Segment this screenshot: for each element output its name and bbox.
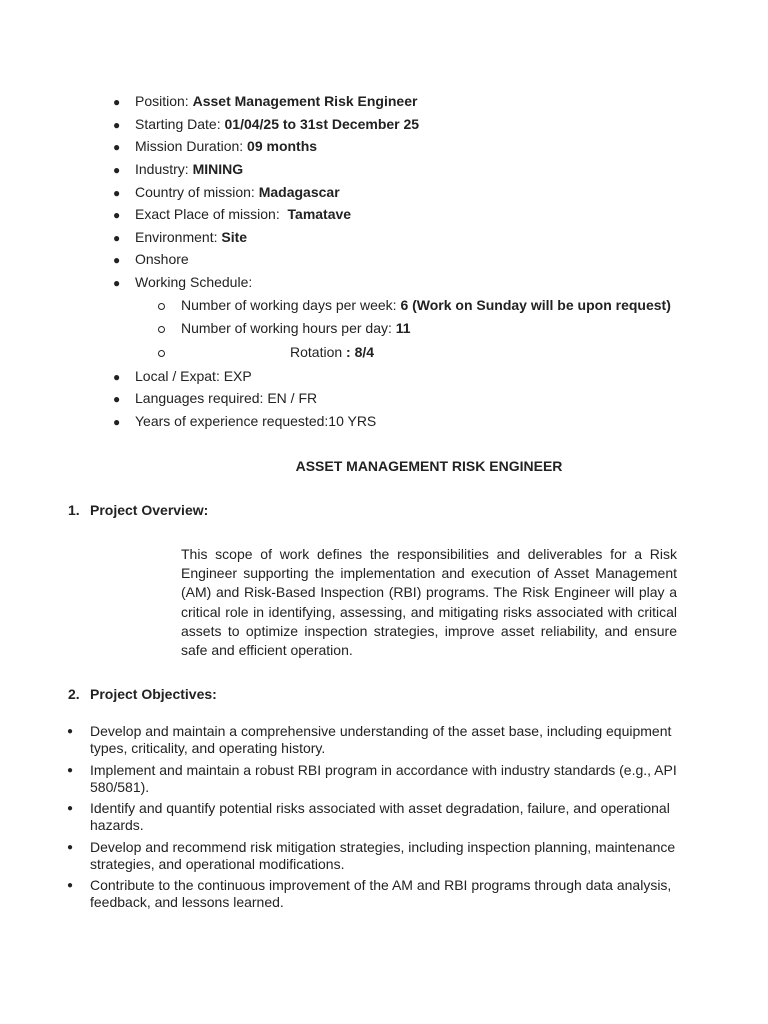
bullet-icon: ● (67, 765, 74, 776)
objective-item: Develop and maintain a comprehensive understanding of the asset base, including equipment types, criticality, and operating history. (90, 723, 672, 756)
objective-item: Identify and quantify potential risks associated with asset degradation, failure, and operational hazards. (90, 800, 670, 833)
section-number: 1. (68, 502, 80, 518)
detail-onshore: Onshore (135, 251, 189, 267)
bullet-icon: ● (67, 726, 74, 737)
section-number: 2. (68, 686, 80, 702)
overview-paragraph: This scope of work defines the responsibilities and deliverables for a Risk Engineer supporting the implementation and execution of Asset Management (AM) and Risk-Based Inspection (RBI) programs. The Risk Engineer will play a critical role in identifying, assessing, and mitigating risks associated with critical assets to optimize inspection strategies, improve asset reliability, and ensure safe and efficient operation. (181, 546, 677, 659)
bullet-icon: ● (113, 392, 121, 406)
circle-bullet-icon (158, 326, 165, 333)
detail-position: Position: Asset Management Risk Engineer (135, 93, 418, 109)
detail-place: Exact Place of mission: Tamatave (135, 206, 352, 222)
bullet-icon: ● (113, 186, 121, 200)
schedule-rotation: Rotation : 8/4 (290, 344, 375, 360)
bullet-icon: ● (113, 140, 121, 154)
document-title: ASSET MANAGEMENT RISK ENGINEER (295, 458, 563, 474)
detail-industry: Industry: MINING (135, 161, 244, 177)
bullet-icon: ● (113, 370, 121, 384)
bullet-icon: ● (113, 415, 121, 429)
bullet-icon: ● (113, 208, 121, 222)
detail-mission-duration: Mission Duration: 09 months (135, 138, 318, 154)
detail-languages: Languages required: EN / FR (135, 390, 318, 406)
bullet-icon: ● (67, 880, 74, 891)
bullet-icon: ● (113, 276, 121, 290)
objective-item: Contribute to the continuous improvement of the AM and RBI programs through data analysis, feedback, and lessons learned. (90, 877, 672, 910)
detail-experience: Years of experience requested:10 YRS (135, 413, 377, 429)
schedule-hours: Number of working hours per day: 11 (181, 320, 411, 336)
bullet-icon: ● (113, 118, 121, 132)
section-heading-objectives: Project Objectives: (90, 686, 217, 702)
bullet-icon: ● (67, 803, 74, 814)
objective-item: Develop and recommend risk mitigation strategies, including inspection planning, maintenance strategies, and operational modifications. (90, 839, 676, 872)
section-heading-overview: Project Overview: (90, 502, 209, 518)
bullet-icon: ● (113, 163, 121, 177)
circle-bullet-icon (158, 350, 165, 357)
objective-item: Implement and maintain a robust RBI program in accordance with industry standards (e.g., API 580/581). (90, 762, 677, 795)
detail-working-schedule: Working Schedule: (135, 274, 253, 290)
schedule-days: Number of working days per week: 6 (Work on Sunday will be upon request) (181, 297, 671, 313)
detail-starting-date: Starting Date: 01/04/25 to 31st December 25 (135, 116, 420, 132)
detail-environment: Environment: Site (135, 229, 248, 245)
detail-local-expat: Local / Expat: EXP (135, 368, 252, 384)
bullet-icon: ● (113, 231, 121, 245)
bullet-icon: ● (113, 95, 121, 109)
circle-bullet-icon (158, 303, 165, 310)
bullet-icon: ● (113, 253, 121, 267)
bullet-icon: ● (67, 842, 74, 853)
detail-country: Country of mission: Madagascar (135, 184, 340, 200)
